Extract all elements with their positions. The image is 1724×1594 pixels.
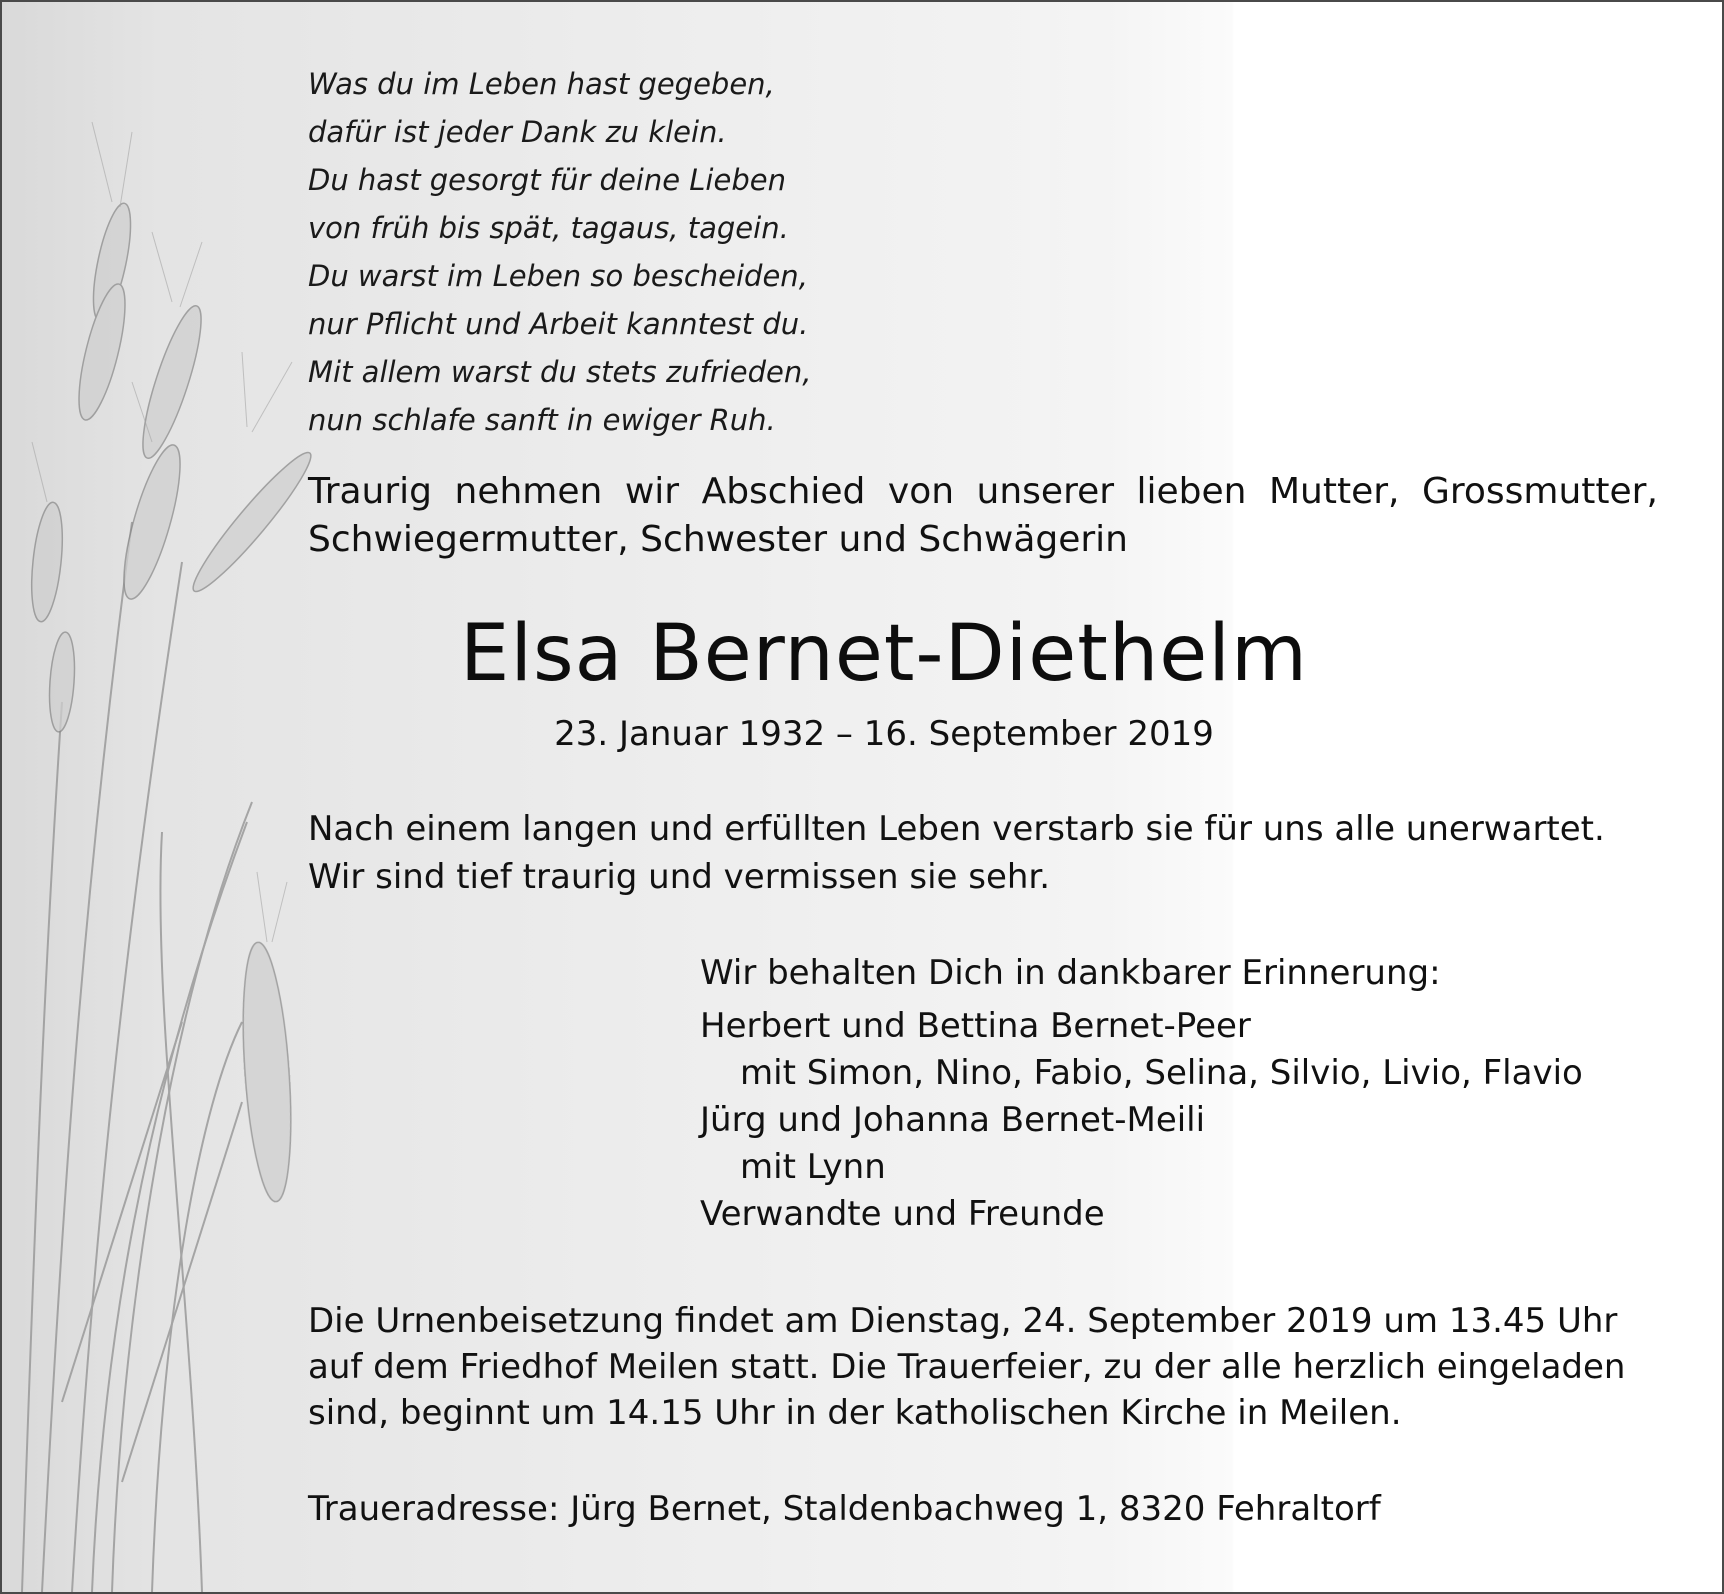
intro-word: Traurig bbox=[308, 471, 433, 512]
family-member: mit Lynn bbox=[740, 1147, 886, 1187]
intro-text bbox=[308, 468, 1658, 564]
message bbox=[308, 805, 1605, 901]
intro-word: von bbox=[887, 471, 955, 512]
poem-line: Du hast gesorgt für deine Lieben bbox=[308, 163, 786, 197]
poem-line: Du warst im Leben so bescheiden, bbox=[308, 259, 808, 293]
deceased-name: Elsa Bernet-Diethelm bbox=[460, 609, 1308, 699]
family-heading: Wir behalten Dich in dankbarer Erinnerung: bbox=[700, 953, 1441, 993]
intro-word: Grossmutter, bbox=[1421, 471, 1658, 512]
poem-line: nun schlafe sanft in ewiger Ruh. bbox=[308, 403, 776, 437]
poem-line: dafür ist jeder Dank zu klein. bbox=[308, 115, 727, 149]
intro-word: Mutter, bbox=[1268, 471, 1400, 512]
family-member: Verwandte und Freunde bbox=[700, 1194, 1105, 1234]
life-dates: 23. Januar 1932 – 16. September 2019 bbox=[554, 714, 1214, 754]
funeral-line: sind, beginnt um 14.15 Uhr in der katholischen Kirche in Meilen. bbox=[308, 1393, 1402, 1433]
poem-line: Mit allem warst du stets zufrieden, bbox=[308, 355, 812, 389]
intro-word: Abschied bbox=[701, 471, 866, 512]
intro-word: wir bbox=[624, 471, 680, 512]
poem-line: nur Pflicht und Arbeit kanntest du. bbox=[308, 307, 809, 341]
message-line: Wir sind tief traurig und vermissen sie sehr. bbox=[308, 857, 1051, 897]
mourning-address: Traueradresse: Jürg Bernet, Staldenbachweg 1, 8320 Fehraltorf bbox=[308, 1489, 1381, 1529]
family-list bbox=[700, 950, 1583, 1238]
funeral-line: Die Urnenbeisetzung findet am Dienstag, 24. September 2019 um 13.45 Uhr bbox=[308, 1301, 1618, 1341]
intro-word: lieben bbox=[1136, 471, 1247, 512]
family-member: Jürg und Johanna Bernet-Meili bbox=[700, 1100, 1206, 1140]
message-line: Nach einem langen und erfüllten Leben verstarb sie für uns alle unerwartet. bbox=[308, 809, 1605, 849]
intro-word: nehmen bbox=[454, 471, 603, 512]
intro-word: unserer bbox=[976, 471, 1115, 512]
family-member: mit Simon, Nino, Fabio, Selina, Silvio, Livio, Flavio bbox=[740, 1053, 1583, 1093]
funeral-info bbox=[308, 1298, 1625, 1436]
poem-line: von früh bis spät, tagaus, tagein. bbox=[308, 211, 789, 245]
poem-line: Was du im Leben hast gegeben, bbox=[308, 67, 775, 101]
funeral-line: auf dem Friedhof Meilen statt. Die Trauerfeier, zu der alle herzlich eingeladen bbox=[308, 1347, 1626, 1387]
intro-line: Schwiegermutter, Schwester und Schwägerin bbox=[308, 519, 1129, 560]
poem bbox=[308, 60, 811, 444]
family-member: Herbert und Bettina Bernet-Peer bbox=[700, 1006, 1251, 1046]
intro-line-justified bbox=[308, 468, 1658, 516]
